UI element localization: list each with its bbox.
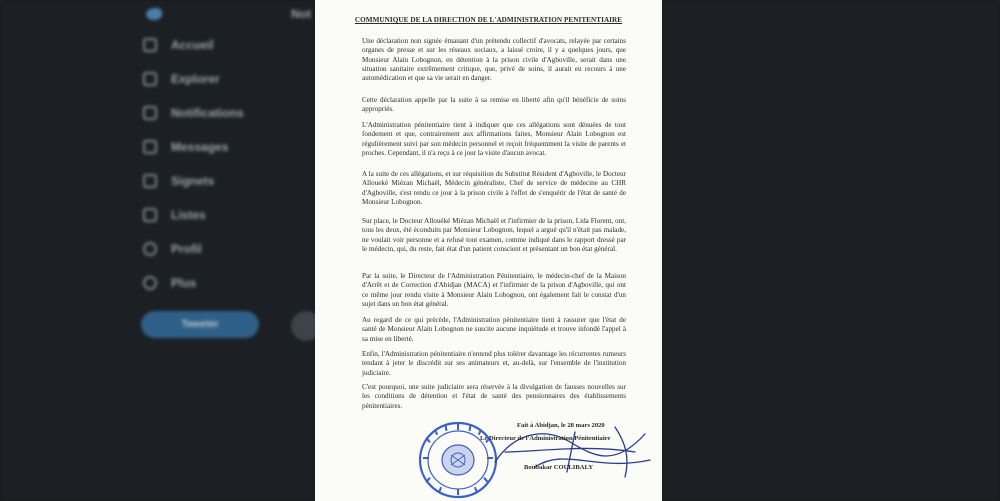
- nav-messages[interactable]: [143, 140, 228, 154]
- left-sidebar: [0, 0, 315, 501]
- nav-lists-label: Listes: [171, 208, 206, 222]
- twitter-bird-icon[interactable]: [146, 8, 162, 20]
- date-line: Fait à Abidjan, le 28 mars 2020: [517, 422, 605, 429]
- nav-explore[interactable]: [143, 72, 220, 86]
- signatory-title: Le Directeur de l'Administration Pénitentiaire: [480, 435, 611, 442]
- nav-messages-label: Messages: [171, 140, 229, 154]
- bookmark-icon: [143, 174, 157, 188]
- nav-bookmarks[interactable]: [143, 174, 214, 188]
- header-partial: Not: [291, 7, 311, 21]
- person-icon: [143, 242, 157, 256]
- right-panel: [662, 0, 1000, 501]
- paragraph-9: C'est pourquoi, une suite judiciaire sera réservée à la divulgation de fausses nouvelles sur les conditions de détention et l'état de santé des pensionnaires des établissements pénitentiaires.: [362, 383, 626, 410]
- hashtag-icon: [143, 72, 157, 86]
- signature-icon: [475, 422, 655, 482]
- nav-home[interactable]: [143, 38, 214, 52]
- list-icon: [143, 208, 157, 222]
- paragraph-3: L'Administration pénitentiaire tient à indiquer que ces allégations sont dénuées de tout fondement et que, contrairement aux affirmations faites, Monsieur Alain Lobognon est régulièrement suivi par son médecin personnel et reçoit fréquemment la visite de parents et proches. Cependant, il n'a reçu à ce jour la visite d'aucun avocat.: [362, 121, 626, 158]
- paragraph-1: Une déclaration non signée émanant d'un prétendu collectif d'avocats, relayée par certains organes de presse et sur les réseaux sociaux, a laissé croire, il y a quelques jours, que Monsieur Alain Lobognon, en détention à la prison civile d'Agboville, serait dans une situation sanitaire extrêmement critique, que, privé de soins, il aurait eu recours à une automédication et que sa vie serait en danger.: [362, 37, 626, 83]
- nav-explore-label: Explorer: [171, 72, 220, 86]
- paragraph-5: Sur place, le Docteur Allouéké Miézan Michaël et l'infirmier de la prison, Lida Florent, ont, tous les deux, été éconduits par Monsieur Lobognon, lequel a argué qu'il n'était pas malade, ne voulait voir personne et a refusé tout examen, comme indiqué dans le rapport dressé par le médecin, qui, du reste, fait état d'un patient conscient et présentant un bon état général.: [362, 217, 626, 254]
- bell-icon: [143, 106, 157, 120]
- paragraph-7: Au regard de ce qui précède, l'Administration pénitentiaire tient à rassurer que l'état de santé de Monsieur Alain Lobognon ne suscite aucune inquiétude et trouve infondé l'appel à sa mise en liberté.: [362, 316, 626, 343]
- nav-lists[interactable]: [143, 208, 206, 222]
- nav-more[interactable]: [143, 276, 196, 290]
- nav-notifications[interactable]: [143, 106, 244, 120]
- nav-bookmarks-label: Signets: [171, 174, 215, 188]
- communique-page: [315, 0, 662, 501]
- more-icon: [143, 276, 157, 290]
- home-icon: [143, 38, 157, 52]
- document-title: COMMUNIQUE DE LA DIRECTION DE L'ADMINISTRATION PENITENTIAIRE: [354, 16, 623, 24]
- paragraph-6: Par la suite, le Directeur de l'Administration Pénitentiaire, le médecin-chef de la Maison d'Arrêt et de Correction d'Abidjan (MACA) et l'infirmier de la prison d'Agboville, qui ont ce même jour rendu visite à Monsieur Alain Lobognon, ont également fait le constat d'un sujet dans un bon état général.: [362, 272, 626, 309]
- paragraph-2: Cette déclaration appelle par la suite à sa remise en liberté afin qu'il bénéficie de soins appropriés.: [362, 96, 626, 114]
- nav-more-label: Plus: [171, 276, 197, 290]
- signatory-name: Boubakar COULIBALY: [524, 464, 594, 471]
- envelope-icon: [143, 140, 157, 154]
- paragraph-4: A la suite de ces allégations, et sur réquisition du Substitut Résident d'Agboville, le Docteur Alloueké Miézan Michaël, Médecin généraliste, Chef de service de médecine au CHR d'Agboville, s'est rendu ce jour à la prison civile à l'effet de s'enquérir de l'état de santé de Monsieur Lobognon.: [362, 170, 626, 207]
- paragraph-8: Enfin, l'Administration pénitentiaire n'entend plus tolérer davantage les récurrentes rumeurs tendant à jeter le discrédit sur ses animateurs et, au-delà, sur l'ensemble de l'institution judiciaire.: [362, 350, 626, 377]
- nav-profile[interactable]: [143, 242, 202, 256]
- tweet-button[interactable]: Tweeter: [141, 311, 259, 338]
- nav-notifications-label: Notifications: [171, 106, 244, 120]
- nav-home-label: Accueil: [171, 38, 214, 52]
- nav-profile-label: Profil: [171, 242, 202, 256]
